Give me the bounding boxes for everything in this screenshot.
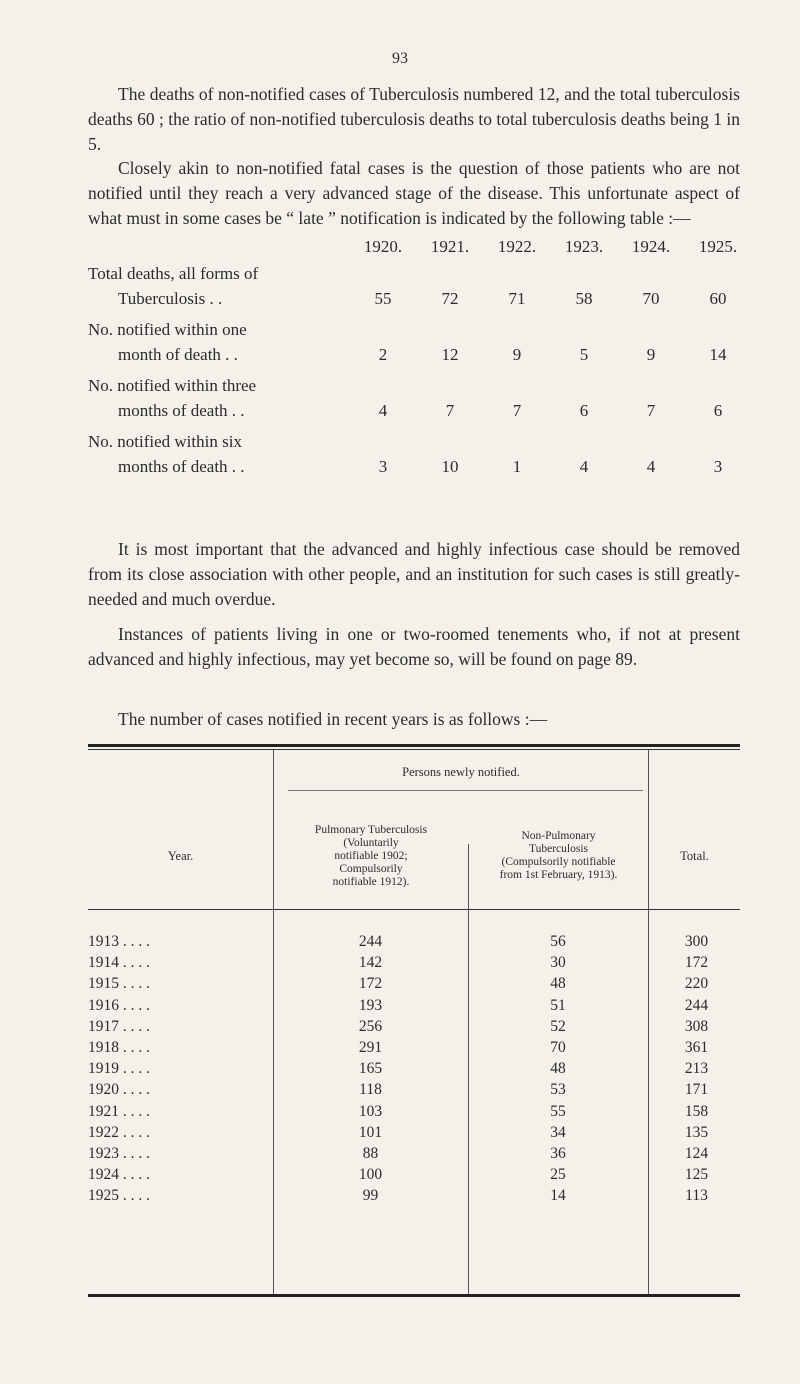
late-table-cell: 2 bbox=[378, 345, 388, 364]
late-table-year-header bbox=[88, 237, 748, 261]
subheader-rule bbox=[288, 790, 643, 791]
row-year: 1916 . . . . bbox=[88, 996, 150, 1014]
row-non-pulmonary: 14 bbox=[550, 1187, 566, 1205]
paragraph-notified-intro: The number of cases notified in recent years is as follows :— bbox=[118, 709, 548, 729]
late-table-cell: 4 bbox=[579, 457, 589, 476]
row-year: 1914 . . . . bbox=[88, 954, 150, 972]
row-year: 1925 . . . . bbox=[88, 1187, 150, 1205]
row-label-line: months of death . . bbox=[118, 401, 245, 420]
paragraph-tenements: Instances of patients living in one or two-roomed tenements who, if not at present advanced and highly infectious, may yet become so, will be found on page 89. bbox=[88, 624, 740, 669]
header-line: Tuberculosis bbox=[529, 843, 588, 855]
row-non-pulmonary: 48 bbox=[550, 1060, 566, 1078]
late-table-cell: 7 bbox=[646, 401, 656, 420]
late-table-row bbox=[88, 317, 748, 367]
row-year: 1917 . . . . bbox=[88, 1017, 150, 1035]
late-table-cell: 58 bbox=[575, 289, 593, 308]
late-table-row bbox=[88, 373, 748, 423]
row-non-pulmonary: 34 bbox=[550, 1123, 566, 1141]
late-table-cell: 12 bbox=[441, 345, 459, 364]
row-label-line: month of death . . bbox=[118, 345, 238, 364]
row-label bbox=[88, 317, 328, 367]
row-non-pulmonary: 51 bbox=[550, 996, 566, 1014]
row-pulmonary: 88 bbox=[362, 1145, 379, 1162]
column-divider bbox=[468, 844, 469, 1297]
late-table-cell: 60 bbox=[709, 289, 727, 308]
row-year: 1918 . . . . bbox=[88, 1039, 150, 1056]
row-pulmonary: 142 bbox=[358, 954, 383, 972]
late-table-year: 1923. bbox=[564, 237, 604, 256]
row-total: 171 bbox=[684, 1081, 709, 1099]
row-total: 361 bbox=[684, 1039, 709, 1056]
row-label bbox=[88, 261, 328, 311]
row-total: 220 bbox=[684, 975, 709, 993]
row-year: 1913 . . . . bbox=[88, 933, 150, 950]
page-number: 93 bbox=[392, 50, 408, 67]
late-table-cell: 3 bbox=[378, 457, 388, 476]
header-line: (Compulsorily notifiable bbox=[501, 856, 616, 868]
late-table-cell: 9 bbox=[512, 345, 522, 364]
header-non-pulmonary bbox=[469, 830, 648, 882]
row-label-line: No. notified within three bbox=[88, 376, 257, 395]
late-table-cell: 3 bbox=[713, 457, 723, 476]
row-label bbox=[88, 373, 328, 423]
row-pulmonary: 103 bbox=[358, 1102, 383, 1120]
late-table-cell: 10 bbox=[441, 457, 459, 476]
row-non-pulmonary: 55 bbox=[550, 1102, 566, 1120]
row-non-pulmonary: 36 bbox=[550, 1145, 566, 1162]
late-table-cell: 6 bbox=[713, 401, 723, 420]
row-non-pulmonary: 52 bbox=[550, 1017, 566, 1035]
row-pulmonary: 99 bbox=[362, 1187, 379, 1205]
header-line: Pulmonary Tuberculosis bbox=[314, 824, 428, 836]
row-year: 1919 . . . . bbox=[88, 1060, 150, 1078]
row-label-line: Total deaths, all forms of bbox=[88, 264, 259, 283]
late-table-cell: 5 bbox=[579, 345, 589, 364]
late-table-cell: 9 bbox=[646, 345, 656, 364]
row-total: 113 bbox=[685, 1187, 708, 1205]
row-year: 1915 . . . . bbox=[88, 975, 150, 993]
header-bottom-rule bbox=[88, 909, 740, 910]
late-table-cell: 7 bbox=[512, 401, 522, 420]
row-total: 308 bbox=[684, 1017, 709, 1035]
late-table-cell: 4 bbox=[646, 457, 656, 476]
row-label-line: Tuberculosis . . bbox=[118, 289, 223, 308]
late-table-cell: 4 bbox=[378, 401, 388, 420]
header-line: (Voluntarily bbox=[343, 837, 399, 849]
header-year: Year. bbox=[167, 849, 194, 863]
header-persons-newly-notified: Persons newly notified. bbox=[402, 765, 520, 779]
row-total: 124 bbox=[684, 1145, 709, 1162]
table-top-rule bbox=[88, 744, 740, 747]
row-pulmonary: 193 bbox=[358, 996, 383, 1014]
row-pulmonary: 291 bbox=[358, 1039, 383, 1056]
table-bottom-rule bbox=[88, 1294, 740, 1297]
row-total: 172 bbox=[684, 954, 709, 972]
row-total: 213 bbox=[684, 1060, 709, 1078]
header-line: Non-Pulmonary bbox=[521, 830, 596, 842]
late-table-cell: 6 bbox=[579, 401, 589, 420]
late-table-cell: 72 bbox=[441, 289, 459, 308]
late-table-cell: 7 bbox=[445, 401, 455, 420]
late-table-year: 1922. bbox=[497, 237, 537, 256]
late-table-cell: 1 bbox=[512, 457, 522, 476]
header-pulmonary bbox=[274, 824, 468, 889]
row-total: 135 bbox=[684, 1123, 709, 1141]
header-total: Total. bbox=[680, 849, 709, 863]
row-pulmonary: 118 bbox=[359, 1081, 382, 1099]
row-non-pulmonary: 56 bbox=[550, 933, 566, 950]
row-pulmonary: 172 bbox=[358, 975, 383, 993]
late-table-cell: 55 bbox=[374, 289, 392, 308]
late-table-row bbox=[88, 429, 748, 479]
row-year: 1922 . . . . bbox=[88, 1123, 150, 1141]
row-non-pulmonary: 53 bbox=[550, 1081, 566, 1099]
late-table-year: 1925. bbox=[698, 237, 738, 256]
row-year: 1923 . . . . bbox=[88, 1145, 150, 1162]
header-line: notifiable 1902; bbox=[334, 850, 408, 862]
late-table-row bbox=[88, 261, 748, 311]
row-pulmonary: 101 bbox=[358, 1123, 383, 1141]
row-total: 244 bbox=[684, 996, 709, 1014]
row-pulmonary: 256 bbox=[358, 1017, 383, 1035]
paragraph-non-notified-deaths: The deaths of non-notified cases of Tuberculosis numbered 12, and the total tuberculosis deaths 60 ; the ratio of non-notified tuberculosis deaths to total tuberculosis deaths being 1 in 5. bbox=[88, 84, 740, 154]
row-pulmonary: 244 bbox=[358, 933, 383, 950]
row-label-line: months of death . . bbox=[118, 457, 245, 476]
row-label bbox=[88, 429, 328, 479]
table-top-rule-inner bbox=[88, 749, 740, 750]
header-line: Compulsorily bbox=[339, 863, 403, 875]
row-non-pulmonary: 70 bbox=[550, 1039, 566, 1056]
row-pulmonary: 100 bbox=[358, 1166, 383, 1184]
header-line: notifiable 1912). bbox=[332, 876, 410, 888]
row-year: 1920 . . . . bbox=[88, 1081, 150, 1099]
row-label-line: No. notified within one bbox=[88, 320, 247, 339]
notified-cases-table bbox=[88, 744, 740, 1297]
row-total: 300 bbox=[684, 933, 709, 950]
row-non-pulmonary: 48 bbox=[550, 975, 566, 993]
column-divider bbox=[648, 750, 649, 1297]
row-non-pulmonary: 25 bbox=[550, 1166, 566, 1184]
late-table-year: 1921. bbox=[430, 237, 470, 256]
late-table-cell: 71 bbox=[508, 289, 526, 308]
row-total: 125 bbox=[684, 1166, 709, 1184]
paragraph-late-notification: Closely akin to non-notified fatal cases is the question of those patients who are not notified until they reach a very advanced stage of the disease. This unfortunate aspect of what must in some cases be “ late ” notification is indicated by the following table :— bbox=[88, 158, 740, 228]
row-non-pulmonary: 30 bbox=[550, 954, 566, 972]
row-label-line: No. notified within six bbox=[88, 432, 242, 451]
paragraph-institution-need: It is most important that the advanced and highly infectious case should be removed from its close association with other people, and an institution for such cases is still greatly-needed and much overdue. bbox=[88, 539, 740, 609]
row-total: 158 bbox=[684, 1102, 709, 1120]
late-table-year: 1924. bbox=[631, 237, 671, 256]
late-table-cell: 70 bbox=[642, 289, 660, 308]
row-year: 1921 . . . . bbox=[88, 1102, 150, 1120]
row-year: 1924 . . . . bbox=[88, 1166, 150, 1184]
late-table-year: 1920. bbox=[363, 237, 403, 256]
late-table-cell: 14 bbox=[709, 345, 727, 364]
row-pulmonary: 165 bbox=[358, 1060, 383, 1078]
header-line: from 1st February, 1913). bbox=[499, 869, 618, 881]
